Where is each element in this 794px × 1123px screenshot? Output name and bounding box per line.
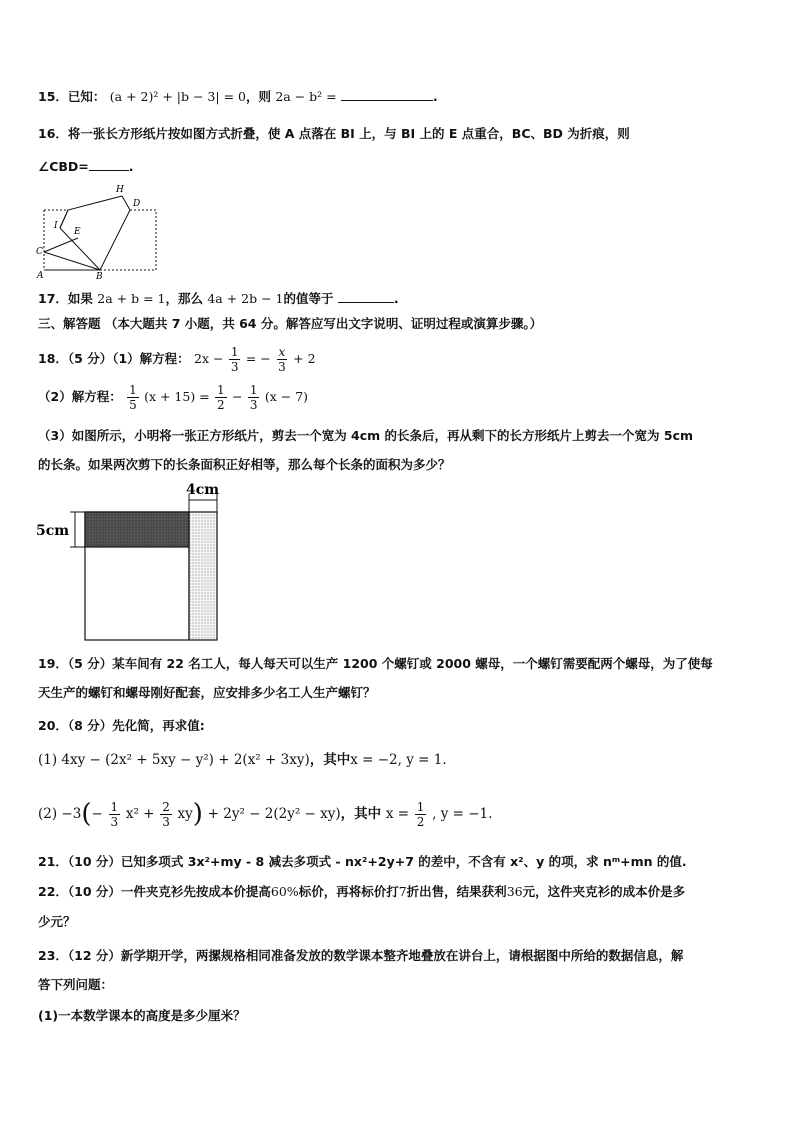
section-heading: 三、解答题 （本大题共 7 小题，共 64 分。解答应写出文字说明、证明过程或演算步骤。） bbox=[38, 316, 543, 331]
question-18-part1: 18．（5 分）（1）解方程： 2x − $\frac{1}{3}$ = − $\frac{x}{3}$ + 2 bbox=[38, 345, 316, 374]
q15-expression: (a + 2)² + |b − 3| = 0 bbox=[109, 89, 246, 104]
question-16: 16．将一张长方形纸片按如图方式折叠，使 A 点落在 BI 上，与 BI 上的 E 点重合，BC、BD 为折痕，则 bbox=[38, 126, 630, 141]
question-20-part2: (2) −3(− $\frac{1}{3}$ x² + $\frac{2}{3}$ xy) + 2y² − 2(2y² − xy)，其中 x = $\frac{1}{2}$ , y = −1. bbox=[38, 799, 493, 829]
strip-5cm bbox=[85, 512, 189, 547]
label-d: D bbox=[133, 199, 141, 209]
question-18-part3-line2: 的长条。如果两次剪下的长条面积正好相等，那么每个长条的面积为多少？ bbox=[38, 457, 451, 472]
question-19: 19．（5 分）某车间有 22 名工人，每人每天可以生产 1200 个螺钉或 2000 螺母，一个螺钉需要配两个螺母，为了使每 bbox=[38, 656, 713, 671]
label-5cm: 5cm bbox=[36, 523, 70, 539]
q15-expression-2: 2a − b² = bbox=[275, 89, 337, 104]
question-15: 15．已知： (a + 2)² + |b − 3| = 0，则 2a − b² = . bbox=[38, 86, 438, 107]
answer-blank bbox=[341, 86, 433, 101]
question-23: 23．（12 分）新学期开学，两摞规格相同准备发放的数学课本整齐地叠放在讲台上，请根据图中所给的数据信息，解 bbox=[38, 948, 684, 963]
question-20: 20．（8 分）先化简，再求值: bbox=[38, 718, 205, 733]
question-22: 22．（10 分）一件夹克衫先按成本价提高60%标价，再将标价打7折出售，结果获利36元，这件夹克衫的成本价是多 bbox=[38, 884, 686, 899]
question-20-part1: (1) 4xy − (2x² + 5xy − y²) + 2(x² + 3xy)，其中x = −2, y = 1. bbox=[38, 752, 447, 768]
label-b: B bbox=[96, 272, 103, 280]
answer-blank bbox=[338, 288, 394, 303]
question-23-part1: (1)一本数学课本的高度是多少厘米？ bbox=[38, 1008, 246, 1023]
label-h: H bbox=[116, 185, 124, 195]
question-17: 17．如果 2a + b = 1，那么 4a + 2b − 1的值等于 . bbox=[38, 288, 399, 309]
question-18-part2: （2）解方程： $\frac{1}{5}$ (x + 15) = $\frac{1}{2}$ − $\frac{1}{3}$ (x − 7) bbox=[38, 383, 309, 412]
fold-figure bbox=[34, 180, 164, 280]
answer-blank bbox=[89, 156, 129, 171]
label-a: A bbox=[37, 271, 44, 280]
question-21: 21．（10 分）已知多项式 3x²+my - 8 减去多项式 - nx²+2y+7 的差中，不含有 x²、y 的项，求 nᵐ+mn 的值. bbox=[38, 854, 687, 869]
label-c: C bbox=[36, 247, 43, 257]
square-strip-figure bbox=[36, 478, 236, 648]
question-16-line2: ∠CBD= . bbox=[38, 156, 134, 177]
folded-flap bbox=[60, 196, 130, 270]
question-22-line2: 少元？ bbox=[38, 914, 76, 929]
question-18-part3: （3）如图所示，小明将一张正方形纸片，剪去一个宽为 4cm 的长条后，再从剩下的长方形纸片上剪去一个宽为 5cm bbox=[38, 428, 694, 443]
strip-4cm bbox=[189, 512, 217, 640]
label-e: E bbox=[74, 227, 81, 237]
original-rect-dashed bbox=[44, 210, 156, 270]
label-i: I bbox=[54, 221, 58, 231]
question-19-line2: 天生产的螺钉和螺母刚好配套，应安排多少名工人生产螺钉？ bbox=[38, 685, 376, 700]
label-4cm: 4cm bbox=[186, 482, 220, 498]
question-23-line2: 答下列问题： bbox=[38, 977, 114, 992]
